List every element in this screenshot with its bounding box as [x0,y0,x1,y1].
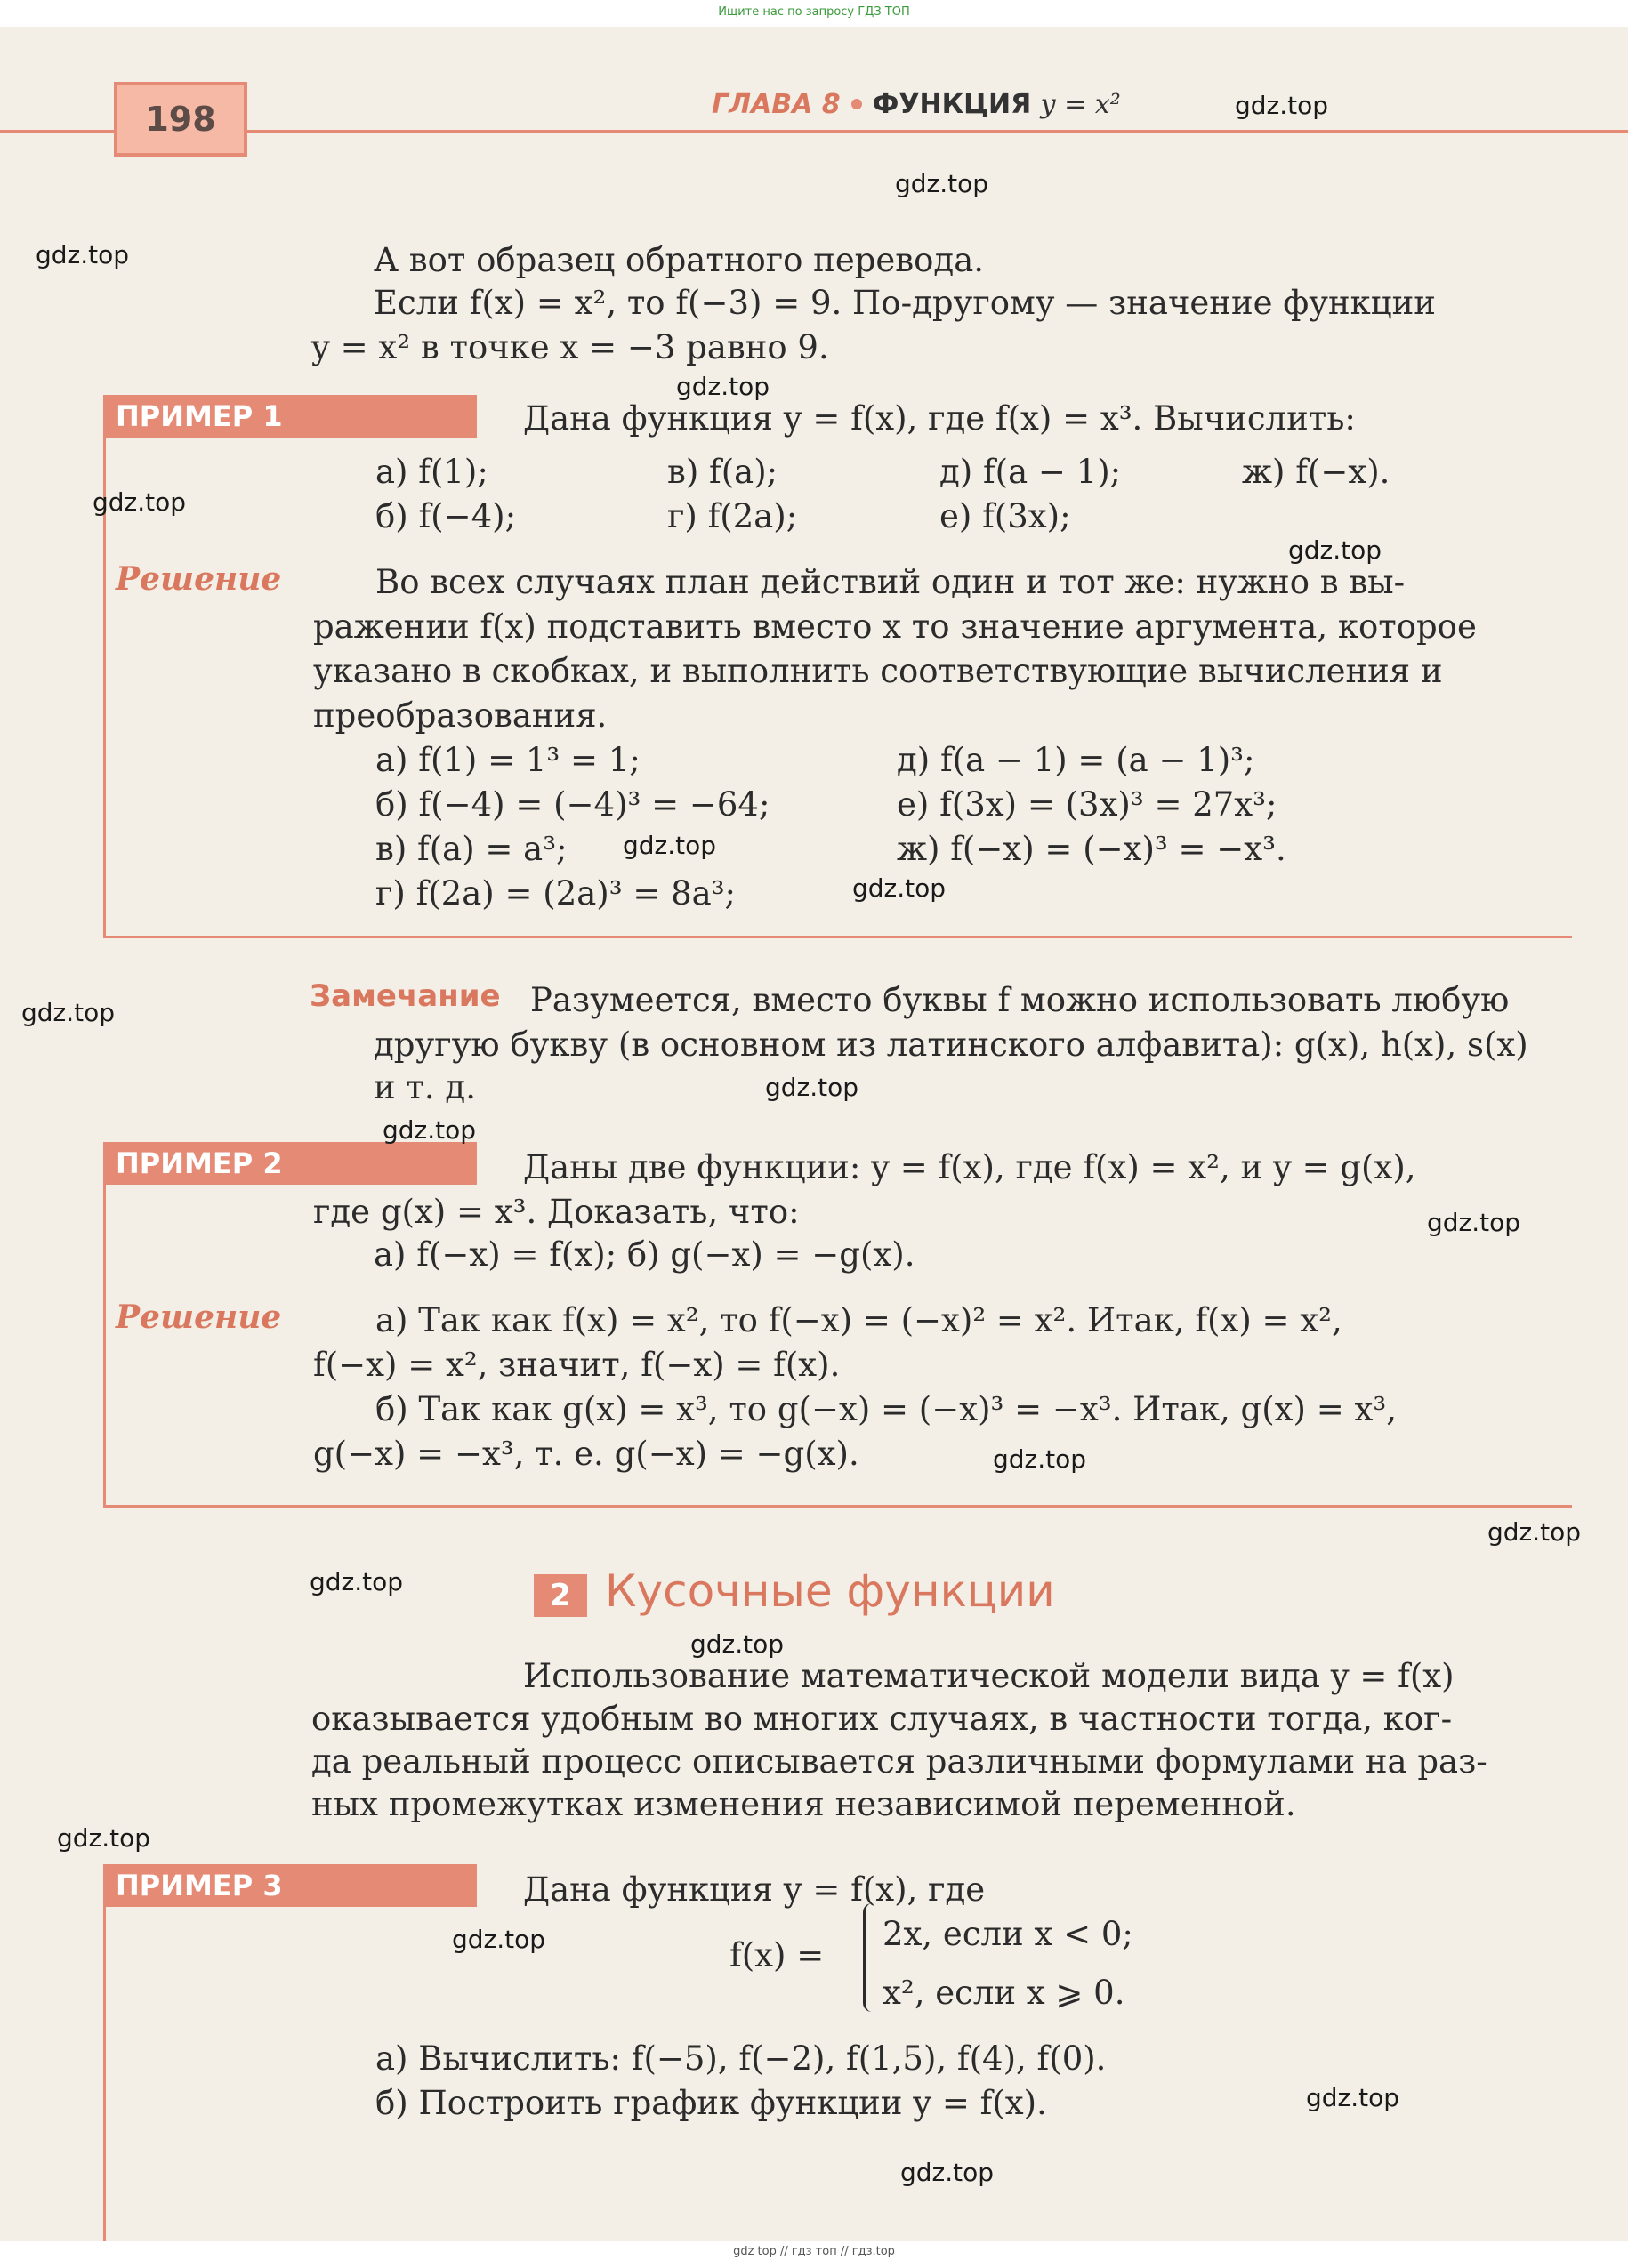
watermark: gdz.top [1487,1517,1582,1547]
chapter-label: ГЛАВА 8 [712,89,841,120]
watermark: gdz.top [383,1115,477,1145]
watermark: gdz.top [993,1444,1087,1474]
example2-solution-line: f(−x) = x², значит, f(−x) = f(x). [313,1346,841,1384]
watermark: gdz.top [21,998,116,1027]
example1-answer: в) f(a) = a³; [375,830,568,868]
example1-item: е) f(3x); [939,497,1071,535]
example2-task-line: где g(x) = x³. Доказать, что: [313,1193,800,1231]
example2-task-line: а) f(−x) = f(x); б) g(−x) = −g(x). [374,1235,915,1274]
example2-label: ПРИМЕР 2 [103,1142,477,1185]
example2-solution-line: а) Так как f(x) = x², то f(−x) = (−x)² = x². Итак, f(x) = x², [375,1301,1342,1339]
bottom-note: gdz top // гдз топ // гдз.top [733,2245,895,2258]
remark-label: Замечание [310,978,501,1014]
remark-line: другую букву (в основном из латинского алфавита): g(x), h(x), s(x) [374,1025,1528,1064]
watermark: gdz.top [1288,535,1382,565]
example1-answer: б) f(−4) = (−4)³ = −64; [375,785,770,824]
section-number: 2 [534,1574,587,1617]
chapter-header [712,89,1121,120]
chapter-formula: y = x² [1040,89,1121,120]
chapter-title: ФУНКЦИЯ [872,89,1032,120]
watermark: gdz.top [1427,1208,1521,1237]
example1-item: ж) f(−x). [1242,453,1390,491]
example3-case: 2x, если x < 0; [883,1915,1133,1953]
example1-solution-line: Во всех случаях план действий один и тот же: нужно в вы- [375,563,1406,601]
watermark: gdz.top [310,1567,404,1596]
intro-line-3: y = x² в точке x = −3 равно 9. [311,328,829,366]
example2-solution-line: g(−x) = −x³, т. е. g(−x) = −g(x). [313,1435,859,1473]
example1-task: Дана функция y = f(x), где f(x) = x³. Вычислить: [523,399,1356,438]
bullet-icon [851,99,862,109]
top-note: Ищите нас по запросу ГДЗ ТОП [718,5,910,19]
example1-item: г) f(2a); [667,497,798,535]
section-text-line: да реальный процесс описывается различными формулами на раз- [311,1742,1487,1781]
example1-item: в) f(a); [667,453,778,491]
example1-solution-line: преобразования. [313,696,608,735]
watermark: gdz.top [36,240,130,269]
example1-answer: г) f(2a) = (2a)³ = 8a³; [375,874,736,913]
remark-line: Разумеется, вместо буквы f можно использовать любую [530,981,1510,1019]
example1-item: д) f(a − 1); [939,453,1122,491]
example3-fx: f(x) = [729,1936,825,1974]
example1-answer: д) f(a − 1) = (a − 1)³; [897,741,1255,779]
watermark: gdz.top [852,873,947,903]
section-text-line: оказывается удобным во многих случаях, в частности тогда, ког- [311,1700,1453,1738]
example1-solution-line: указано в скобках, и выполнить соответствующие вычисления и [313,652,1443,690]
brace-icon [863,1903,878,2012]
example2-solution-label: Решение [116,1299,282,1336]
example1-label: ПРИМЕР 1 [103,395,477,438]
watermark: gdz.top [452,1925,546,1954]
watermark: gdz.top [690,1629,785,1659]
intro-line-2: Если f(x) = x², то f(−3) = 9. По-другому — значение функции [374,284,1436,322]
watermark: gdz.top [57,1823,151,1853]
watermark: gdz.top [93,487,187,517]
watermark: gdz.top [765,1073,859,1102]
example3-part-a: а) Вычислить: f(−5), f(−2), f(1,5), f(4), f(0). [375,2039,1107,2078]
example2-task-line: Даны две функции: y = f(x), где f(x) = x², и y = g(x), [523,1148,1416,1186]
example2-solution-line: б) Так как g(x) = x³, то g(−x) = (−x)³ = −x³. Итак, g(x) = x³, [375,1390,1397,1428]
example1-solution-label: Решение [116,560,282,598]
example3-part-b: б) Построить график функции y = f(x). [375,2084,1047,2122]
watermark: gdz.top [1306,2083,1400,2112]
example1-answer: е) f(3x) = (3x)³ = 27x³; [897,785,1277,824]
section-title: Кусочные функции [605,1565,1055,1617]
example3-task: Дана функция y = f(x), где [523,1870,986,1909]
section-text-line: Использование математической модели вида y = f(x) [523,1657,1455,1695]
section-text-line: ных промежутках изменения независимой переменной. [311,1785,1296,1823]
watermark: gdz.top [1235,91,1329,120]
example1-answer: ж) f(−x) = (−x)³ = −x³. [897,830,1286,868]
intro-line-1: А вот образец обратного перевода. [374,241,985,279]
example3-case: x², если x ⩾ 0. [883,1974,1125,2012]
watermark: gdz.top [895,169,989,198]
watermark: gdz.top [900,2158,995,2187]
example1-item: а) f(1); [375,453,488,491]
example3-label: ПРИМЕР 3 [103,1864,477,1907]
page-number: 198 [114,82,247,157]
watermark: gdz.top [623,831,717,860]
remark-line: и т. д. [374,1068,476,1106]
example1-answer: а) f(1) = 1³ = 1; [375,741,641,779]
watermark: gdz.top [676,372,770,401]
example1-solution-line: ражении f(x) подставить вместо x то значение аргумента, которое [313,607,1477,646]
example1-item: б) f(−4); [375,497,517,535]
